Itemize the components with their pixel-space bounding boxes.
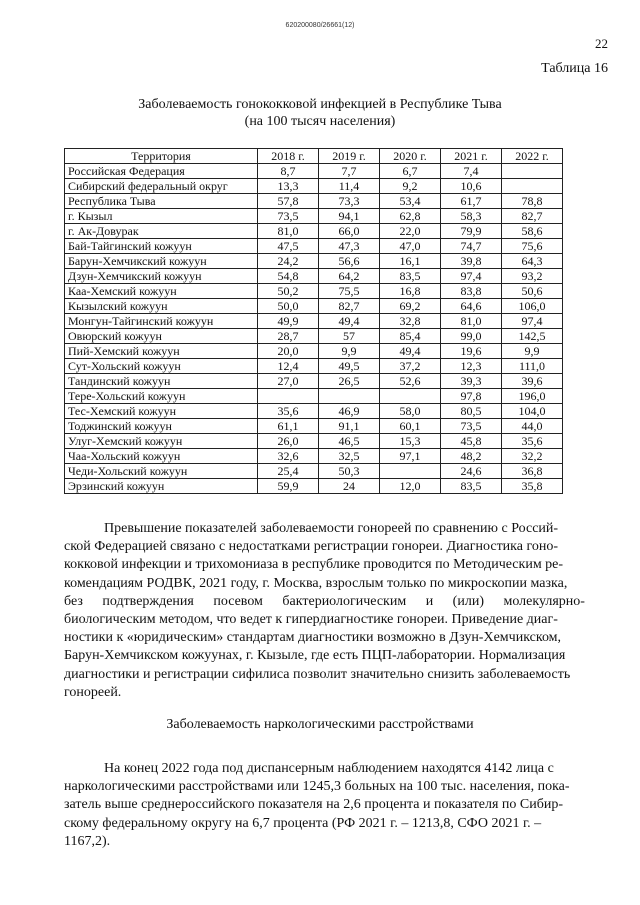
value-cell: 64,2 xyxy=(319,269,380,284)
text-line: Превышение показателей заболеваемости гонореей по сравнению с Россий- xyxy=(104,521,559,536)
territory-cell: Монгун-Тайгинский кожуун xyxy=(65,314,258,329)
value-cell: 49,4 xyxy=(380,344,441,359)
value-cell: 58,0 xyxy=(380,404,441,419)
table-header-row xyxy=(65,149,563,164)
column-header: 2021 г. xyxy=(441,149,502,164)
territory-cell: Тес-Хемский кожуун xyxy=(65,404,258,419)
value-cell: 32,6 xyxy=(258,449,319,464)
table-row xyxy=(65,209,563,224)
value-cell: 25,4 xyxy=(258,464,319,479)
text-line: Барун-Хемчикском кожуунах, г. Кызыле, где есть ПЦП-лаборатории. Нормализация xyxy=(64,648,566,664)
value-cell: 49,4 xyxy=(319,314,380,329)
table-row xyxy=(65,419,563,434)
territory-cell: Сут-Хольский кожуун xyxy=(65,359,258,374)
value-cell: 99,0 xyxy=(441,329,502,344)
table-row xyxy=(65,464,563,479)
value-cell: 142,5 xyxy=(502,329,563,344)
territory-cell: Чеди-Хольский кожуун xyxy=(65,464,258,479)
value-cell: 62,8 xyxy=(380,209,441,224)
table-row xyxy=(65,299,563,314)
value-cell: 57 xyxy=(319,329,380,344)
value-cell: 61,1 xyxy=(258,419,319,434)
value-cell: 47,3 xyxy=(319,239,380,254)
table-row xyxy=(65,239,563,254)
value-cell: 16,1 xyxy=(380,254,441,269)
value-cell: 39,8 xyxy=(441,254,502,269)
column-header: 2018 г. xyxy=(258,149,319,164)
table-row xyxy=(65,374,563,389)
value-cell: 82,7 xyxy=(319,299,380,314)
column-header: 2020 г. xyxy=(380,149,441,164)
value-cell: 11,4 xyxy=(319,179,380,194)
value-cell: 61,7 xyxy=(441,194,502,209)
territory-cell: Российская Федерация xyxy=(65,164,258,179)
value-cell: 10,6 xyxy=(441,179,502,194)
table-row xyxy=(65,389,563,404)
value-cell: 60,1 xyxy=(380,419,441,434)
value-cell: 36,8 xyxy=(502,464,563,479)
paragraph-gonorrhea-diagnostics xyxy=(64,520,609,702)
value-cell: 49,5 xyxy=(319,359,380,374)
value-cell: 104,0 xyxy=(502,404,563,419)
table-row xyxy=(65,269,563,284)
value-cell xyxy=(502,179,563,194)
value-cell: 58,6 xyxy=(502,224,563,239)
value-cell: 9,9 xyxy=(502,344,563,359)
value-cell: 12,3 xyxy=(441,359,502,374)
value-cell: 26,5 xyxy=(319,374,380,389)
text-line: гонореей. xyxy=(64,684,122,700)
table-row xyxy=(65,479,563,494)
value-cell: 82,7 xyxy=(502,209,563,224)
value-cell: 48,2 xyxy=(441,449,502,464)
value-cell: 35,6 xyxy=(258,404,319,419)
value-cell: 54,8 xyxy=(258,269,319,284)
table-row xyxy=(65,404,563,419)
value-cell xyxy=(380,389,441,404)
text-line: ской Федерацией связано с недостатками регистрации гонореи. Диагностика гоно- xyxy=(64,539,559,555)
value-cell: 80,5 xyxy=(441,404,502,419)
column-header: 2022 г. xyxy=(502,149,563,164)
value-cell: 27,0 xyxy=(258,374,319,389)
territory-cell: Эрзинский кожуун xyxy=(65,479,258,494)
value-cell: 44,0 xyxy=(502,419,563,434)
value-cell: 46,9 xyxy=(319,404,380,419)
value-cell: 59,9 xyxy=(258,479,319,494)
territory-cell: Барун-Хемчикский кожуун xyxy=(65,254,258,269)
territory-cell: Чаа-Хольский кожуун xyxy=(65,449,258,464)
incidence-table xyxy=(64,148,563,494)
value-cell: 85,4 xyxy=(380,329,441,344)
value-cell: 75,5 xyxy=(319,284,380,299)
value-cell: 32,8 xyxy=(380,314,441,329)
value-cell xyxy=(258,389,319,404)
table-body xyxy=(65,164,563,494)
value-cell: 19,6 xyxy=(441,344,502,359)
value-cell: 47,0 xyxy=(380,239,441,254)
territory-cell: Сибирский федеральный округ xyxy=(65,179,258,194)
table-row xyxy=(65,329,563,344)
value-cell: 37,2 xyxy=(380,359,441,374)
value-cell xyxy=(502,164,563,179)
value-cell: 74,7 xyxy=(441,239,502,254)
value-cell: 79,9 xyxy=(441,224,502,239)
value-cell: 7,7 xyxy=(319,164,380,179)
value-cell: 106,0 xyxy=(502,299,563,314)
territory-cell: Республика Тыва xyxy=(65,194,258,209)
value-cell: 35,6 xyxy=(502,434,563,449)
value-cell: 46,5 xyxy=(319,434,380,449)
value-cell: 7,4 xyxy=(441,164,502,179)
value-cell xyxy=(380,464,441,479)
document-id: 620200080/26661(12) xyxy=(285,22,355,29)
value-cell: 13,3 xyxy=(258,179,319,194)
text-line: биологическим методом, что ведет к гипердиагностике гонореи. Приведение диаг- xyxy=(64,612,558,628)
table-row xyxy=(65,449,563,464)
value-cell: 12,4 xyxy=(258,359,319,374)
value-cell: 66,0 xyxy=(319,224,380,239)
value-cell: 12,0 xyxy=(380,479,441,494)
value-cell: 73,3 xyxy=(319,194,380,209)
text-line: кокковой инфекции и трихомониаза в республике проводится по Методическим ре- xyxy=(64,557,564,573)
value-cell: 78,8 xyxy=(502,194,563,209)
table-row xyxy=(65,344,563,359)
text-line: На конец 2022 года под диспансерным наблюдением находятся 4142 лица с xyxy=(104,761,554,776)
column-header: 2019 г. xyxy=(319,149,380,164)
territory-cell: Тандинский кожуун xyxy=(65,374,258,389)
value-cell: 93,2 xyxy=(502,269,563,284)
value-cell: 94,1 xyxy=(319,209,380,224)
text-line: диагностики и регистрации сифилиса позволит значительно снизить заболеваемость xyxy=(64,666,571,682)
value-cell: 15,3 xyxy=(380,434,441,449)
value-cell: 20,0 xyxy=(258,344,319,359)
territory-cell: Бай-Тайгинский кожуун xyxy=(65,239,258,254)
territory-cell: Улуг-Хемский кожуун xyxy=(65,434,258,449)
territory-cell: г. Ак-Довурак xyxy=(65,224,258,239)
table-row xyxy=(65,224,563,239)
value-cell: 97,4 xyxy=(502,314,563,329)
value-cell: 57,8 xyxy=(258,194,319,209)
table-title xyxy=(0,96,640,130)
value-cell: 83,5 xyxy=(380,269,441,284)
value-cell: 28,7 xyxy=(258,329,319,344)
text-line: 1167,2). xyxy=(64,833,111,849)
value-cell: 50,2 xyxy=(258,284,319,299)
table-row xyxy=(65,164,563,179)
value-cell: 97,4 xyxy=(441,269,502,284)
territory-cell: Овюрский кожуун xyxy=(65,329,258,344)
value-cell: 53,4 xyxy=(380,194,441,209)
value-cell: 58,3 xyxy=(441,209,502,224)
table-row xyxy=(65,359,563,374)
page-number: 22 xyxy=(595,36,608,51)
value-cell: 64,6 xyxy=(441,299,502,314)
value-cell: 47,5 xyxy=(258,239,319,254)
value-cell: 9,9 xyxy=(319,344,380,359)
value-cell: 39,6 xyxy=(502,374,563,389)
table-title-line: (на 100 тысяч населения) xyxy=(244,114,396,129)
value-cell: 8,7 xyxy=(258,164,319,179)
text-line: комендациям РОДВК, 2021 году, г. Москва, взрослым только по микроскопии мазка, xyxy=(64,575,568,591)
value-cell: 83,5 xyxy=(441,479,502,494)
value-cell: 32,2 xyxy=(502,449,563,464)
territory-cell: Пий-Хемский кожуун xyxy=(65,344,258,359)
value-cell: 52,6 xyxy=(380,374,441,389)
value-cell xyxy=(319,389,380,404)
table-row xyxy=(65,314,563,329)
territory-cell: Тере-Хольский кожуун xyxy=(65,389,258,404)
table-row xyxy=(65,284,563,299)
value-cell: 35,8 xyxy=(502,479,563,494)
value-cell: 97,8 xyxy=(441,389,502,404)
value-cell: 39,3 xyxy=(441,374,502,389)
territory-cell: Каа-Хемский кожуун xyxy=(65,284,258,299)
value-cell: 9,2 xyxy=(380,179,441,194)
section-heading: Заболеваемость наркологическими расстройствами xyxy=(166,717,474,732)
value-cell: 6,7 xyxy=(380,164,441,179)
value-cell: 64,3 xyxy=(502,254,563,269)
value-cell: 73,5 xyxy=(441,419,502,434)
value-cell: 196,0 xyxy=(502,389,563,404)
value-cell: 81,0 xyxy=(258,224,319,239)
paragraph-narcology xyxy=(64,760,609,851)
table-row xyxy=(65,194,563,209)
text-line: затель выше среднероссийского показателя на 2,6 процента и показателя по Сибир- xyxy=(64,797,563,813)
value-cell: 24,2 xyxy=(258,254,319,269)
value-cell: 81,0 xyxy=(441,314,502,329)
value-cell: 24,6 xyxy=(441,464,502,479)
text-line: ностики к «юридическим» стандартам диагностики возможно в Дзун-Хемчикском, xyxy=(64,630,562,646)
territory-cell: Дзун-Хемчикский кожуун xyxy=(65,269,258,284)
value-cell: 111,0 xyxy=(502,359,563,374)
value-cell: 73,5 xyxy=(258,209,319,224)
territory-cell: г. Кызыл xyxy=(65,209,258,224)
value-cell: 22,0 xyxy=(380,224,441,239)
value-cell: 75,6 xyxy=(502,239,563,254)
value-cell: 26,0 xyxy=(258,434,319,449)
value-cell: 49,9 xyxy=(258,314,319,329)
value-cell: 91,1 xyxy=(319,419,380,434)
value-cell: 83,8 xyxy=(441,284,502,299)
text-line: наркологическими расстройствами или 1245,3 больных на 100 тыс. населения, пока- xyxy=(64,779,570,795)
value-cell: 24 xyxy=(319,479,380,494)
table-title-line: Заболеваемость гонококковой инфекцией в Республике Тыва xyxy=(138,97,502,112)
column-header: Территория xyxy=(65,149,258,164)
territory-cell: Тоджинский кожуун xyxy=(65,419,258,434)
value-cell: 50,0 xyxy=(258,299,319,314)
value-cell: 97,1 xyxy=(380,449,441,464)
table-row xyxy=(65,434,563,449)
table-label: Таблица 16 xyxy=(541,61,608,76)
value-cell: 16,8 xyxy=(380,284,441,299)
text-line: без подтверждения посевом бактериологическим и (или) молекулярно- xyxy=(64,593,585,609)
value-cell: 50,6 xyxy=(502,284,563,299)
text-line: скому федеральному округу на 6,7 процента (РФ 2021 г. – 1213,8, СФО 2021 г. – xyxy=(64,815,542,831)
value-cell: 32,5 xyxy=(319,449,380,464)
territory-cell: Кызылский кожуун xyxy=(65,299,258,314)
value-cell: 56,6 xyxy=(319,254,380,269)
table-row xyxy=(65,254,563,269)
table-row xyxy=(65,179,563,194)
value-cell: 45,8 xyxy=(441,434,502,449)
value-cell: 69,2 xyxy=(380,299,441,314)
value-cell: 50,3 xyxy=(319,464,380,479)
